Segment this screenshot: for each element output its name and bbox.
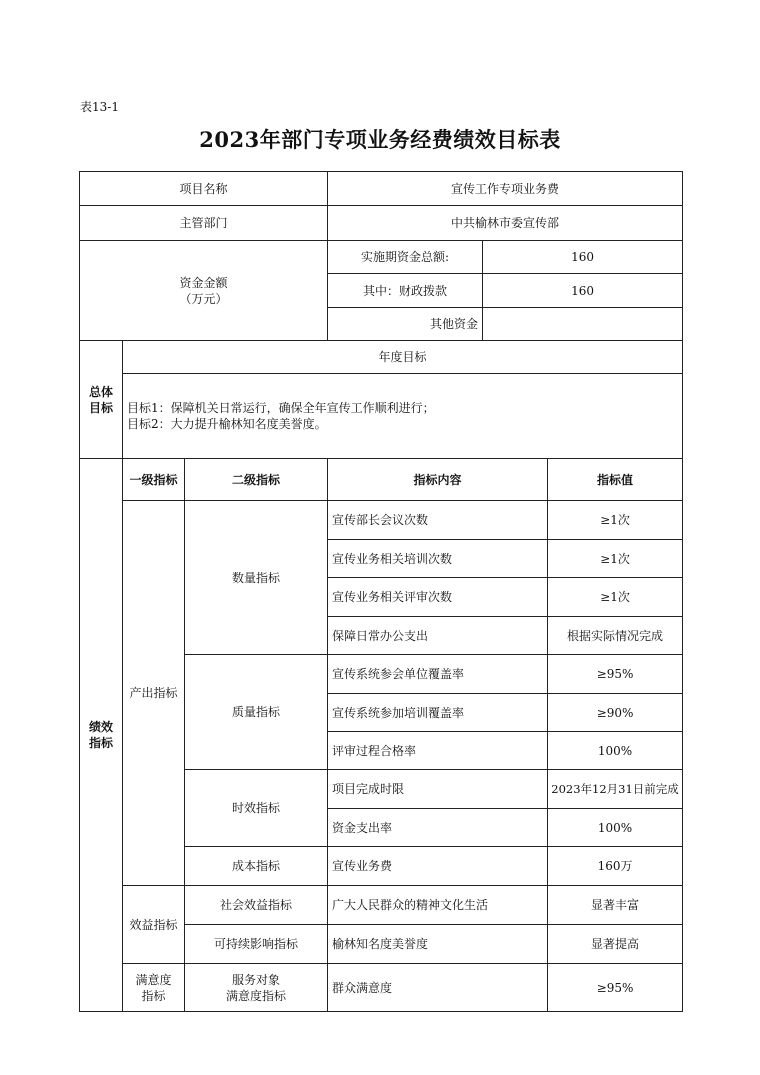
satisfaction-label-line2: 指标 bbox=[141, 988, 166, 1003]
indicator-value: ≥90% bbox=[548, 694, 683, 732]
table-number: 表13-1 bbox=[80, 100, 119, 114]
table-row bbox=[80, 206, 683, 241]
total-funds-label: 实施期资金总额: bbox=[328, 241, 483, 274]
quality-indicator-label: 质量指标 bbox=[185, 655, 328, 770]
indicator-value: 根据实际情况完成 bbox=[548, 617, 683, 655]
table-row bbox=[80, 501, 683, 540]
indicator-content: 保障日常办公支出 bbox=[328, 617, 548, 655]
fiscal-funds-value: 160 bbox=[483, 274, 683, 308]
project-name-value: 宣传工作专项业务费 bbox=[328, 172, 683, 206]
annual-goals bbox=[123, 374, 683, 459]
indicator-content: 宣传系统参会单位覆盖率 bbox=[328, 655, 548, 694]
header-content: 指标内容 bbox=[328, 459, 548, 501]
header-value: 指标值 bbox=[548, 459, 683, 501]
satisfaction-label-line1: 满意度 bbox=[135, 972, 172, 987]
goal-1: 目标1：保障机关日常运行，确保全年宣传工作顺利进行； bbox=[127, 401, 435, 415]
funds-label-line1: 资金金额 bbox=[179, 275, 228, 290]
indicator-value: 160万 bbox=[548, 847, 683, 886]
timeliness-indicator-label: 时效指标 bbox=[185, 770, 328, 847]
indicator-value: ≥95% bbox=[548, 655, 683, 694]
satisfaction-indicator-label bbox=[123, 964, 185, 1012]
table-row bbox=[80, 459, 683, 501]
goal-2: 目标2：大力提升榆林知名度美誉度。 bbox=[127, 417, 327, 431]
social-benefit-label: 社会效益指标 bbox=[185, 886, 328, 925]
department-label: 主管部门 bbox=[80, 206, 328, 241]
service-satisfaction-label bbox=[185, 964, 328, 1012]
indicator-content: 项目完成时限 bbox=[328, 770, 548, 809]
indicator-content: 群众满意度 bbox=[328, 964, 548, 1012]
indicator-value: 100% bbox=[548, 732, 683, 770]
indicator-value: ≥95% bbox=[548, 964, 683, 1012]
benefit-indicator-label: 效益指标 bbox=[123, 886, 185, 964]
table-row bbox=[80, 374, 683, 459]
cost-indicator-label: 成本指标 bbox=[185, 847, 328, 886]
quantity-indicator-label: 数量指标 bbox=[185, 501, 328, 655]
indicator-content: 宣传部长会议次数 bbox=[328, 501, 548, 540]
header-level1: 一级指标 bbox=[123, 459, 185, 501]
indicator-value: 100% bbox=[548, 809, 683, 847]
table-row bbox=[80, 241, 683, 274]
indicator-content: 广大人民群众的精神文化生活 bbox=[328, 886, 548, 925]
indicator-content: 宣传业务费 bbox=[328, 847, 548, 886]
funds-label bbox=[80, 241, 328, 341]
indicator-content: 评审过程合格率 bbox=[328, 732, 548, 770]
funds-label-line2: （万元） bbox=[179, 291, 228, 306]
indicator-content: 资金支出率 bbox=[328, 809, 548, 847]
total-funds-value: 160 bbox=[483, 241, 683, 274]
table-row bbox=[80, 172, 683, 206]
indicator-content: 宣传业务相关评审次数 bbox=[328, 578, 548, 617]
performance-target-table bbox=[79, 171, 683, 1012]
other-funds-value bbox=[483, 308, 683, 341]
table-row bbox=[80, 886, 683, 925]
service-satisfaction-line2: 满意度指标 bbox=[226, 988, 287, 1003]
indicator-value: 显著丰富 bbox=[548, 886, 683, 925]
other-funds-label: 其他资金 bbox=[328, 308, 483, 341]
table-row bbox=[80, 964, 683, 1012]
fiscal-funds-label: 其中：财政拨款 bbox=[328, 274, 483, 308]
indicator-value: ≥1次 bbox=[548, 578, 683, 617]
indicator-value: ≥1次 bbox=[548, 501, 683, 540]
department-value: 中共榆林市委宣传部 bbox=[328, 206, 683, 241]
performance-side-label: 绩效指标 bbox=[80, 459, 123, 1012]
output-indicator-label: 产出指标 bbox=[123, 501, 185, 886]
indicator-content: 宣传业务相关培训次数 bbox=[328, 540, 548, 578]
project-name-label: 项目名称 bbox=[80, 172, 328, 206]
page-title: 2023年部门专项业务经费绩效目标表 bbox=[199, 127, 561, 152]
overall-goal-side-label: 总体目标 bbox=[80, 341, 123, 459]
header-level2: 二级指标 bbox=[185, 459, 328, 501]
indicator-value: 显著提高 bbox=[548, 925, 683, 964]
annual-goal-label: 年度目标 bbox=[123, 341, 683, 374]
indicator-value: ≥1次 bbox=[548, 540, 683, 578]
indicator-content: 榆林知名度美誉度 bbox=[328, 925, 548, 964]
indicator-content: 宣传系统参加培训覆盖率 bbox=[328, 694, 548, 732]
service-satisfaction-line1: 服务对象 bbox=[232, 972, 281, 987]
sustainable-impact-label: 可持续影响指标 bbox=[185, 925, 328, 964]
table-row bbox=[80, 341, 683, 374]
indicator-value: 2023年12月31日前完成 bbox=[548, 770, 683, 809]
